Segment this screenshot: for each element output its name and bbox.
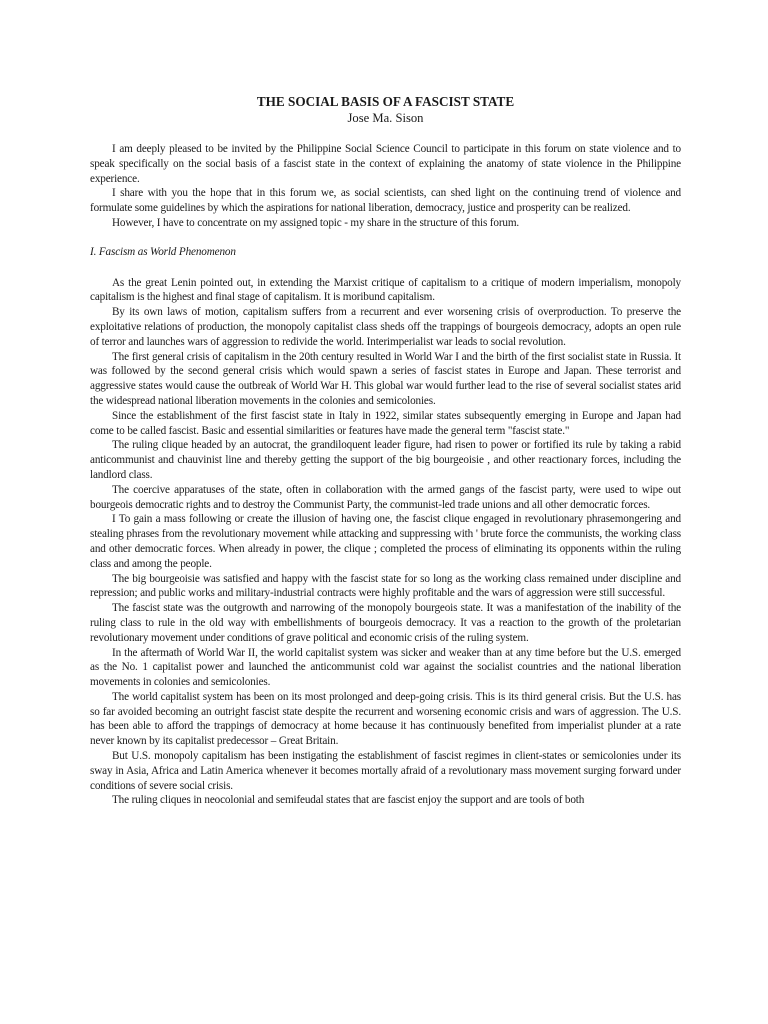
paragraph: As the great Lenin pointed out, in extending the Marxist critique of capitalism to a critique of modern imperialism, monopoly capitalism is the highest and final stage of capitalism. It is moribund capitalism. [90,276,681,304]
paragraph: The world capitalist system has been on its most prolonged and deep-going crisis. This is its third general crisis. But the U.S. has so far avoided becoming an outright fascist state despite the recurrent and worsening economic crisis and wars of aggression. The U.S. has been able to afford the trappings of democracy at home because it has continuously benefited from imperialist plunder at a rate never known by its capitalist predecessor – Great Britain. [90,690,681,748]
paragraph: The first general crisis of capitalism in the 20th century resulted in World War I and the birth of the first socialist state in Russia. It was followed by the second general crisis which would spawn a series of fascist states in Europe and Japan. These terrorist and aggressive states would cause the outbreak of World War H. This global war would further lead to the rise of several socialist states arid the widespread national liberation movements in the colonies and semicolonies. [90,350,681,407]
paragraph: The coercive apparatuses of the state, often in collaboration with the armed gangs of the fascist party, were used to wipe out bourgeois democratic rights and to destroy the Communist Party, the communist-led trade unions and all other democratic forces. [90,483,681,511]
paragraph: The big bourgeoisie was satisfied and happy with the fascist state for so long as the working class remained under discipline and repression; and public works and military-industrial contracts were highly profitable and the wars of aggression were still successful. [90,572,681,600]
paragraph: The ruling cliques in neocolonial and semifeudal states that are fascist enjoy the support and are tools of both [112,794,585,807]
document-page [90,94,681,808]
paragraph: I share with you the hope that in this forum we, as social scientists, can shed light on the continuing trend of violence and formulate some guidelines by which the aspirations for national liberation, democracy, justice and prosperity can be realized. [90,187,681,215]
paragraph: In the aftermath of World War II, the world capitalist system was sicker and weaker than at any time before but the U.S. emerged as the No. 1 capitalist power and launched the anticommunist cold war against the socialist countries and the national liberation movements in colonies and semicolonies. [90,646,681,689]
paragraph: The fascist state was the outgrowth and narrowing of the monopoly bourgeois state. It was a manifestation of the inability of the ruling class to rule in the old way with embellishments of bourgeois democracy. It vas a reaction to the growth of the proletarian revolutionary movement under conditions of grave political and economic crisis of the ruling system. [90,602,681,644]
paragraph: By its own laws of motion, capitalism suffers from a recurrent and ever worsening crisis of overproduction. To preserve the exploitative relations of production, the monopoly capitalist class sheds off the trappings of bourgeois democracy, adopts an open rule of terror and launches wars of aggression to redivide the world. Interimperialist war leads to social revolution. [90,306,681,348]
document-author: Jose Ma. Sison [347,111,424,125]
document-title: THE SOCIAL BASIS OF A FASCIST STATE [256,94,515,109]
section-heading: I. Fascism as World Phenomenon [90,245,236,258]
paragraph: However, I have to concentrate on my assigned topic - my share in the structure of this forum. [112,216,520,229]
paragraph: The ruling clique headed by an autocrat, the grandiloquent leader figure, had risen to power or fortified its rule by taking a rabid anticommunist and chauvinist line and thereby getting the support of the big bourgeoisie , and other reactionary forces, including the landlord class. [90,439,681,481]
paragraph: I am deeply pleased to be invited by the Philippine Social Science Council to participate in this forum on state violence and to speak specifically on the social basis of a fascist state in the context of explaining the anatomy of state violence in the Philippine experience. [90,143,681,185]
paragraph: But U.S. monopoly capitalism has been instigating the establishment of fascist regimes in client-states or semicolonies under its sway in Asia, Africa and Latin America whenever it becomes mortally afraid of a revolutionary mass movement surging forward under conditions of severe social crisis. [90,750,681,792]
paragraph: Since the establishment of the first fascist state in Italy in 1922, similar states subsequently emerging in Europe and Japan had come to be called fascist. Basic and essential similarities or features have made the general term "fascist state." [90,409,681,437]
paragraph: I To gain a mass following or create the illusion of having one, the fascist clique engaged in revolutionary phrasemongering and stealing phrases from the revolutionary movement while attacking and suppressing with ' brute force the communists, the working class and other democratic forces. When already in power, the clique ; completed the process of eliminating its opponents within the ruling class and among the people. [90,513,681,570]
